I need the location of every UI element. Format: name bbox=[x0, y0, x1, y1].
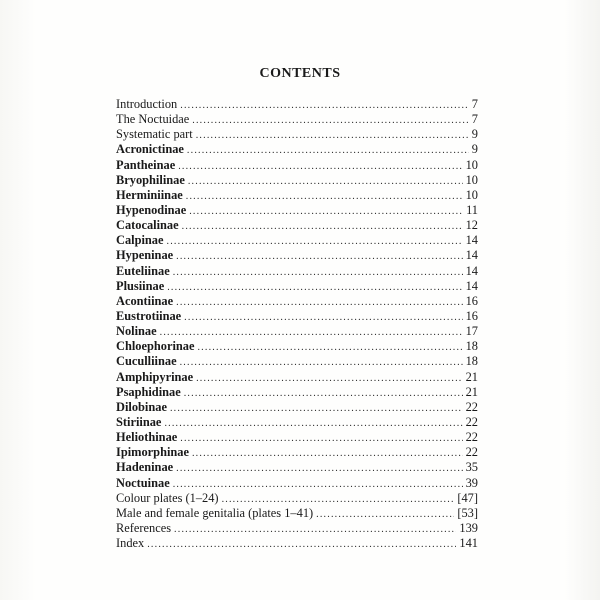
toc-entry bbox=[116, 445, 478, 460]
dot-leader bbox=[176, 295, 462, 310]
dot-leader bbox=[182, 219, 463, 234]
dot-leader bbox=[167, 234, 463, 249]
toc-entry-page-number: 16 bbox=[465, 308, 478, 323]
toc-entry bbox=[116, 521, 478, 536]
dot-leader bbox=[174, 522, 456, 537]
table-of-contents bbox=[116, 97, 478, 551]
toc-entry-page-number: 139 bbox=[459, 520, 478, 535]
dot-leader bbox=[186, 189, 463, 204]
toc-entry-page-number: 12 bbox=[465, 218, 478, 233]
toc-entry bbox=[116, 218, 478, 233]
dot-leader bbox=[164, 416, 462, 431]
toc-entry-page-number: 18 bbox=[465, 354, 478, 369]
toc-entry-page-number: 7 bbox=[471, 97, 478, 111]
toc-entry-page-number: 35 bbox=[465, 460, 478, 475]
toc-entry-page-number: 141 bbox=[459, 536, 478, 551]
toc-entry-page-number: 22 bbox=[465, 414, 478, 429]
toc-entry-title: Euteliinae bbox=[116, 263, 170, 278]
toc-entry-title: Stiriinae bbox=[116, 414, 162, 429]
toc-entry-title: Index bbox=[116, 536, 145, 551]
toc-entry-title: Acronictinae bbox=[116, 142, 184, 157]
toc-entry bbox=[116, 354, 478, 369]
toc-entry-page-number: 9 bbox=[471, 142, 478, 157]
dot-leader bbox=[189, 204, 463, 219]
toc-entry-page-number: 21 bbox=[465, 369, 478, 384]
toc-entry bbox=[116, 173, 478, 188]
dot-leader bbox=[160, 325, 463, 340]
toc-entry bbox=[116, 415, 478, 430]
toc-entry-title: Systematic part bbox=[116, 127, 193, 142]
toc-entry-page-number: 16 bbox=[465, 293, 478, 308]
dot-leader bbox=[188, 174, 463, 189]
toc-entry bbox=[116, 112, 478, 127]
toc-entry bbox=[116, 460, 478, 475]
dot-leader bbox=[173, 477, 463, 492]
toc-entry-title: Plusiinae bbox=[116, 278, 165, 293]
toc-entry-page-number: 9 bbox=[471, 127, 478, 142]
toc-entry-title: Cuculliinae bbox=[116, 354, 177, 369]
toc-entry-page-number: 10 bbox=[465, 187, 478, 202]
toc-entry-title: Eustrotiinae bbox=[116, 308, 182, 323]
toc-entry-page-number: 11 bbox=[466, 202, 478, 217]
dot-leader bbox=[176, 249, 462, 264]
dot-leader bbox=[187, 143, 469, 158]
toc-entry bbox=[116, 506, 478, 521]
toc-entry-page-number: 17 bbox=[465, 324, 478, 339]
toc-entry-title: Amphipyrinae bbox=[116, 369, 194, 384]
toc-entry-page-number: 10 bbox=[465, 172, 478, 187]
dot-leader bbox=[196, 371, 463, 386]
dot-leader bbox=[222, 492, 455, 507]
toc-entry bbox=[116, 233, 478, 248]
toc-entry bbox=[116, 400, 478, 415]
dot-leader bbox=[178, 159, 462, 174]
dot-leader bbox=[167, 280, 462, 295]
toc-entry-title: Colour plates (1–24) bbox=[116, 490, 219, 505]
dot-leader bbox=[184, 386, 463, 401]
dot-leader bbox=[176, 461, 462, 476]
dot-leader bbox=[197, 340, 462, 355]
toc-entry-page-number: 14 bbox=[465, 233, 478, 248]
toc-entry-title: Herminiinae bbox=[116, 187, 183, 202]
toc-entry bbox=[116, 491, 478, 506]
toc-entry-title: Nolinae bbox=[116, 324, 157, 339]
dot-leader bbox=[184, 310, 462, 325]
toc-entry-title: Calpinae bbox=[116, 233, 164, 248]
dot-leader bbox=[180, 98, 469, 113]
dot-leader bbox=[316, 507, 454, 522]
dot-leader bbox=[180, 355, 463, 370]
toc-entry-page-number: [47] bbox=[457, 490, 478, 505]
toc-entry-title: References bbox=[116, 520, 172, 535]
toc-entry-page-number: 18 bbox=[465, 339, 478, 354]
toc-entry-title: Hypeninae bbox=[116, 248, 174, 263]
toc-entry-title: The Noctuidae bbox=[116, 112, 190, 127]
toc-entry-page-number: 22 bbox=[465, 430, 478, 445]
toc-entry bbox=[116, 203, 478, 218]
toc-entry-page-number: 14 bbox=[465, 248, 478, 263]
toc-entry-page-number: 22 bbox=[465, 445, 478, 460]
toc-entry-title: Noctuinae bbox=[116, 475, 170, 490]
toc-entry bbox=[116, 294, 478, 309]
toc-entry-page-number: 10 bbox=[465, 157, 478, 172]
dot-leader bbox=[170, 401, 463, 416]
toc-entry-title: Hypenodinae bbox=[116, 202, 187, 217]
toc-entry bbox=[116, 127, 478, 142]
dot-leader bbox=[196, 128, 469, 143]
toc-entry bbox=[116, 248, 478, 263]
toc-entry-title: Chloephorinae bbox=[116, 339, 195, 354]
dot-leader bbox=[192, 113, 469, 128]
toc-entry-title: Male and female genitalia (plates 1–41) bbox=[116, 505, 314, 520]
toc-entry bbox=[116, 279, 478, 294]
toc-entry-title: Dilobinae bbox=[116, 399, 167, 414]
toc-entry bbox=[116, 188, 478, 203]
dot-leader bbox=[147, 537, 456, 552]
page-title: CONTENTS bbox=[259, 66, 341, 81]
toc-entry-title: Hadeninae bbox=[116, 460, 174, 475]
toc-entry bbox=[116, 536, 478, 551]
toc-entry-title: Bryophilinae bbox=[116, 172, 185, 187]
toc-entry-title: Introduction bbox=[116, 97, 178, 111]
dot-leader bbox=[192, 446, 463, 461]
toc-entry bbox=[116, 264, 478, 279]
toc-entry bbox=[116, 158, 478, 173]
toc-entry-title: Acontiinae bbox=[116, 293, 174, 308]
toc-entry-page-number: 21 bbox=[465, 384, 478, 399]
toc-entry bbox=[116, 385, 478, 400]
toc-entry-page-number: 39 bbox=[465, 475, 478, 490]
toc-entry-title: Pantheinae bbox=[116, 157, 176, 172]
toc-entry-title: Heliothinae bbox=[116, 430, 178, 445]
toc-entry bbox=[116, 324, 478, 339]
toc-entry bbox=[116, 309, 478, 324]
toc-entry-page-number: [53] bbox=[457, 505, 478, 520]
toc-entry-title: Psaphidinae bbox=[116, 384, 181, 399]
toc-entry bbox=[116, 97, 478, 112]
toc-entry bbox=[116, 339, 478, 354]
toc-entry-page-number: 22 bbox=[465, 399, 478, 414]
toc-entry-title: Catocalinae bbox=[116, 218, 179, 233]
toc-entry-title: Ipimorphinae bbox=[116, 445, 189, 460]
toc-entry bbox=[116, 142, 478, 157]
toc-entry-page-number: 14 bbox=[465, 278, 478, 293]
dot-leader bbox=[180, 431, 462, 446]
toc-entry bbox=[116, 430, 478, 445]
dot-leader bbox=[173, 265, 463, 280]
toc-entry-page-number: 14 bbox=[465, 263, 478, 278]
toc-entry bbox=[116, 476, 478, 491]
toc-entry bbox=[116, 370, 478, 385]
toc-entry-page-number: 7 bbox=[471, 112, 478, 127]
